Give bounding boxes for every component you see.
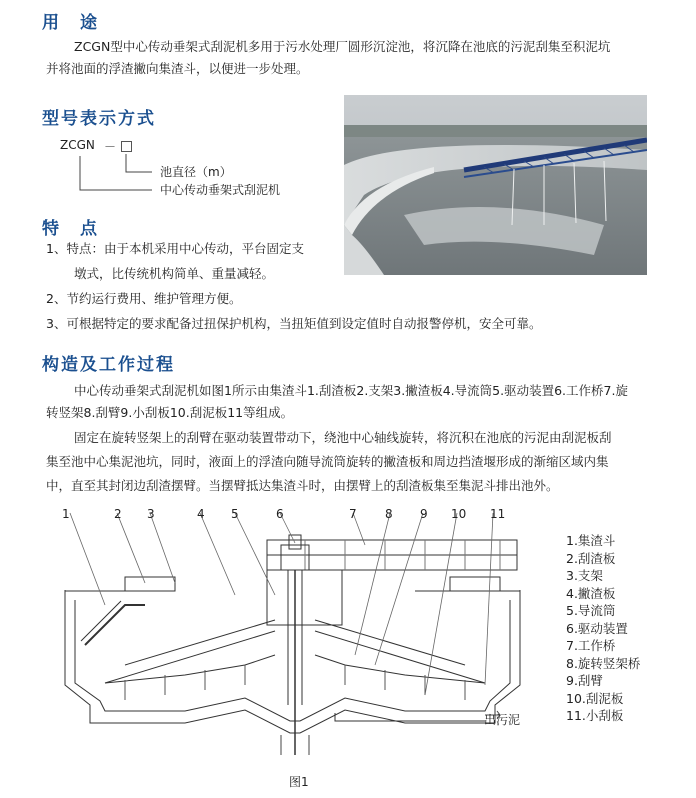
diagram-number-2: 2	[114, 507, 122, 521]
structure-para2-line1: 固定在旋转竖架上的刮臂在驱动装置带动下，绕池中心轴线旋转，将沉积在池底的污泥由刮泥板刮	[74, 430, 612, 445]
usage-text-line2: 并将池面的浮渣撇向集渣斗，以便进一步处理。	[46, 61, 309, 76]
diagram-number-5: 5	[231, 507, 239, 521]
features-item2: 2、节约运行费用、维护管理方便。	[46, 291, 242, 306]
diagram-legend	[566, 532, 640, 725]
diagram-number-4: 4	[197, 507, 205, 521]
clarifier-photo	[344, 95, 647, 275]
structure-para2-line3: 中，直至其封闭边刮渣摆臂。当摆臂抵达集渣斗时，由摆臂上的刮渣板集至集泥斗排出池外。	[46, 478, 559, 493]
model-label-name: 中心传动垂架式刮泥机	[160, 183, 281, 197]
legend-item: 4.撇渣板	[566, 585, 616, 601]
structure-para1-line2: 转竖架8.刮臂9.小刮板10.刮泥板11等组成。	[46, 405, 294, 420]
model-dash: －	[104, 140, 117, 154]
legend-item: 6.驱动装置	[566, 620, 628, 636]
diagram-number-10: 10	[451, 507, 467, 521]
legend-item: 8.旋转竖架桥	[566, 655, 641, 671]
diagram-number-9: 9	[420, 507, 428, 521]
structure-heading: 构造及工作过程	[42, 355, 175, 375]
model-label-diameter: 池直径（m）	[160, 165, 232, 179]
diagram-number-3: 3	[147, 507, 155, 521]
legend-item: 2.刮渣板	[566, 550, 616, 566]
features-item1-line2: 墩式，比传统机构简单、重量减轻。	[74, 266, 275, 281]
features-item1-line1: 1、特点：由于本机采用中心传动，平台固定支	[46, 241, 304, 256]
clarifier-diagram	[45, 505, 535, 795]
model-heading: 型号表示方式	[42, 109, 156, 129]
features-heading: 特 点	[42, 219, 99, 239]
legend-item: 9.刮臂	[566, 673, 603, 688]
diagram-number-1: 1	[62, 507, 70, 521]
legend-item: 1.集渣斗	[566, 533, 616, 548]
diagram-number-11: 11	[490, 507, 506, 521]
legend-item: 3.支架	[566, 568, 603, 583]
structure-para2-line2: 集至池中心集泥池坑，同时，液面上的浮渣向随导流筒旋转的撇渣板和周边挡渣堰形成的渐缩区域内集	[46, 454, 609, 469]
figure-caption: 图1	[289, 775, 309, 789]
model-bracket-lines	[60, 150, 170, 198]
structure-para1-line1: 中心传动垂架式刮泥机如图1所示由集渣斗1.刮渣板2.支架3.撇渣板4.导流筒5.驱动装置6.工作桥7.旋	[74, 383, 628, 398]
legend-item: 5.导流筒	[566, 603, 616, 618]
model-code: ZCGN	[60, 138, 95, 152]
diagram-number-8: 8	[385, 507, 393, 521]
legend-item: 7.工作桥	[566, 638, 616, 653]
usage-heading: 用 途	[42, 13, 99, 33]
diagram-number-7: 7	[349, 507, 357, 521]
legend-item: 11.小刮板	[566, 708, 624, 723]
usage-text-line1: ZCGN型中心传动垂架式刮泥机多用于污水处理厂圆形沉淀池，将沉降在池底的污泥刮集至积泥坑	[74, 39, 611, 54]
diagram-number-6: 6	[276, 507, 284, 521]
outlet-label: 出污泥	[484, 713, 521, 727]
legend-item: 10.刮泥板	[566, 690, 624, 706]
features-item3: 3、可根据特定的要求配备过扭保护机构，当扭矩值到设定值时自动报警停机，安全可靠。	[46, 316, 542, 331]
